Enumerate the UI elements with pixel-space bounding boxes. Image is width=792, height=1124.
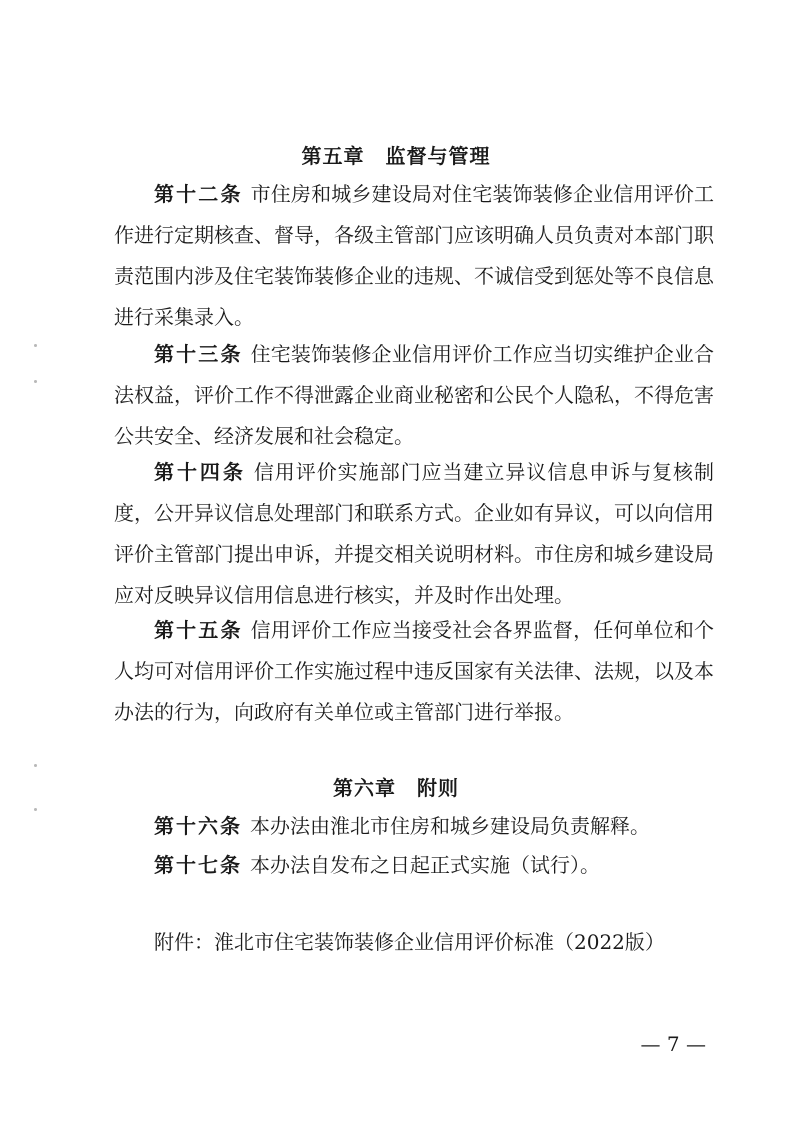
scan-speck: [34, 380, 37, 383]
article-14-label: 第十四条: [154, 460, 246, 484]
article-16-text: 本办法由淮北市住房和城乡建设局负责解释。: [250, 814, 650, 838]
chapter-six-title: 第六章 附则: [333, 776, 459, 800]
article-17: [114, 845, 714, 886]
article-14-text: 信用评价实施部门应当建立异议信息申诉与复核制度，公开异议信息处理部门和联系方式。企业如有异议，可以向信用评价主管部门提出申诉，并提交相关说明材料。市住房和城乡建设局应对反映异议信用信息进行核实，并及时作出处理。: [114, 460, 715, 607]
article-15: [114, 610, 714, 733]
article-12: [114, 174, 714, 338]
article-16: [114, 806, 714, 847]
attachment-note: 附件：淮北市住宅装饰装修企业信用评价标准（2022版）: [154, 930, 665, 954]
chapter-five-title: 第五章 监督与管理: [301, 144, 491, 168]
article-15-label: 第十五条: [154, 618, 243, 642]
article-14: [114, 452, 714, 616]
scan-speck: [34, 344, 37, 347]
article-17-label: 第十七条: [154, 853, 242, 877]
scan-speck: [34, 808, 37, 811]
article-13-label: 第十三条: [154, 342, 243, 366]
article-13-text: 住宅装饰装修企业信用评价工作应当切实维护企业合法权益，评价工作不得泄露企业商业秘密和公民个人隐私，不得危害公共安全、经济发展和社会稳定。: [114, 342, 715, 448]
article-13: [114, 334, 714, 457]
page-number: — 7 —: [640, 1032, 706, 1056]
article-16-label: 第十六条: [154, 814, 242, 838]
article-12-text: 市住房和城乡建设局对住宅装饰装修企业信用评价工作进行定期核查、督导，各级主管部门应该明确人员负责对本部门职责范围内涉及住宅装饰装修企业的违规、不诚信受到惩处等不良信息进行采集录入。: [114, 182, 715, 329]
scan-speck: [34, 764, 37, 767]
article-17-text: 本办法自发布之日起正式实施（试行）。: [250, 853, 600, 877]
article-12-label: 第十二条: [154, 182, 243, 206]
article-15-text: 信用评价工作应当接受社会各界监督，任何单位和个人均可对信用评价工作实施过程中违反国家有关法律、法规，以及本办法的行为，向政府有关单位或主管部门进行举报。: [114, 618, 715, 724]
